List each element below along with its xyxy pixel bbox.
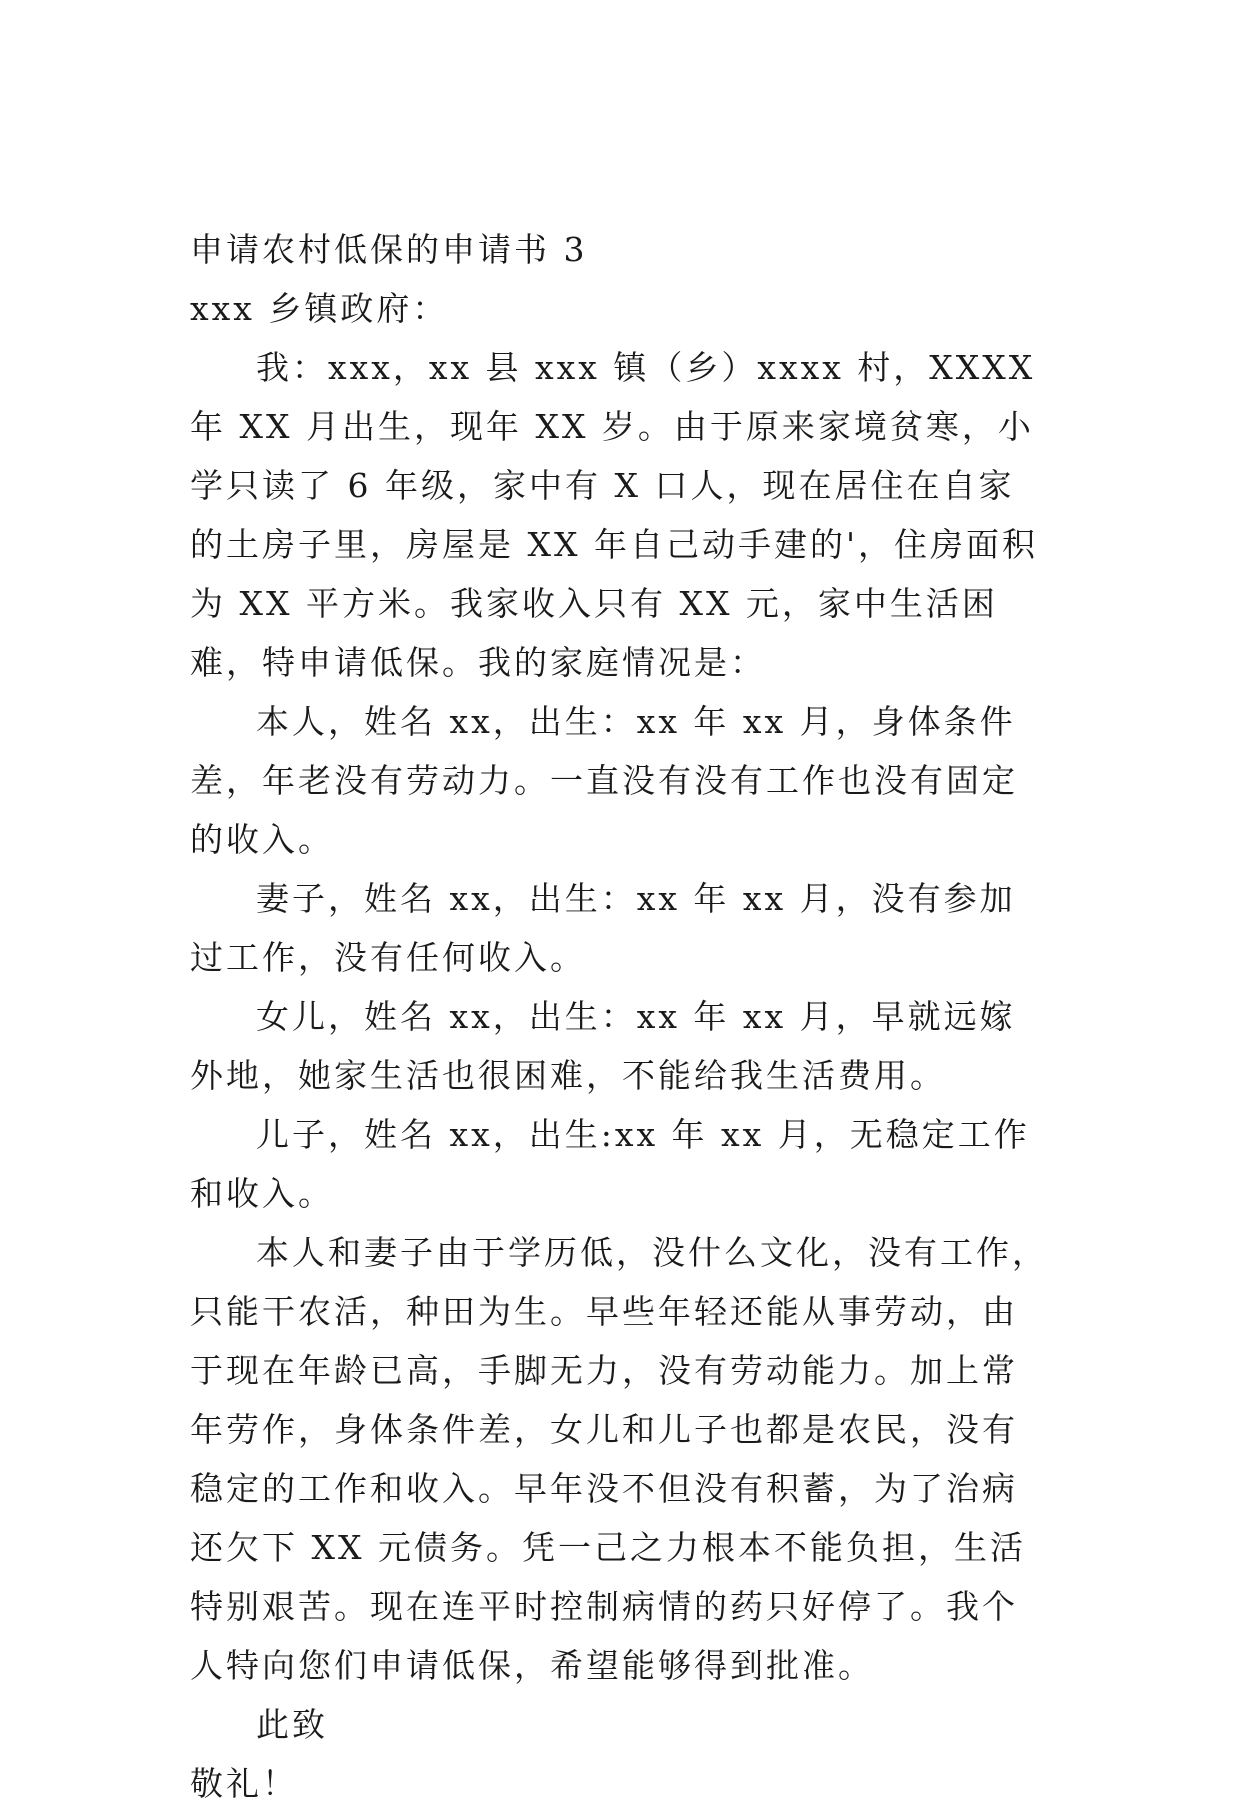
paragraph-daughter: 女儿，姓名 xx，出生：xx 年 xx 月，早就远嫁外地，她家生活也很困难，不能给我生活费用。 bbox=[190, 997, 1016, 1095]
paragraph-intro: 我：xxx，xx 县 xxx 镇（乡）xxxx 村，XXXX 年 XX 月出生，现年 XX 岁。由于原来家境贫寒，小学只读了 6 年级，家中有 X 口人，现在居住在自家的土房子里，房屋是 XX 年自己动手建的'，住房面积为 XX 平方米。我家收入只有 XX 元，家中生活困难，特申请低保。我的家庭情况是： bbox=[190, 348, 1039, 682]
paragraph-summary: 本人和妻子由于学历低，没什么文化，没有工作，只能干农活，种田为生。早些年轻还能从事劳动，由于现在年龄已高，手脚无力，没有劳动能力。加上常年劳作，身体条件差，女儿和儿子也都是农民，没有稳定的工作和收入。早年没不但没有积蓄，为了治病还欠下 XX 元债务。凭一己之力根本不能负担，生活特别艰苦。现在连平时控制病情的药只好停了。我个人特向您们申请低保，希望能够得到批准。 bbox=[190, 1233, 1048, 1685]
paragraph-wife: 妻子，姓名 xx，出生：xx 年 xx 月，没有参加过工作，没有任何收入。 bbox=[190, 879, 1016, 977]
document-title: 申请农村低保的申请书 3 bbox=[190, 230, 588, 269]
paragraph-son: 儿子，姓名 xx，出生:xx 年 xx 月，无稳定工作和收入。 bbox=[190, 1115, 1030, 1213]
closing-ci-zhi: 此致 bbox=[256, 1705, 328, 1744]
document-body bbox=[190, 220, 1050, 1813]
salutation: xxx 乡镇政府： bbox=[190, 289, 449, 328]
paragraph-self: 本人，姓名 xx，出生：xx 年 xx 月，身体条件差，年老没有劳动力。一直没有没有工作也没有固定的收入。 bbox=[190, 702, 1018, 859]
closing-jing-li: 敬礼！ bbox=[190, 1764, 298, 1803]
